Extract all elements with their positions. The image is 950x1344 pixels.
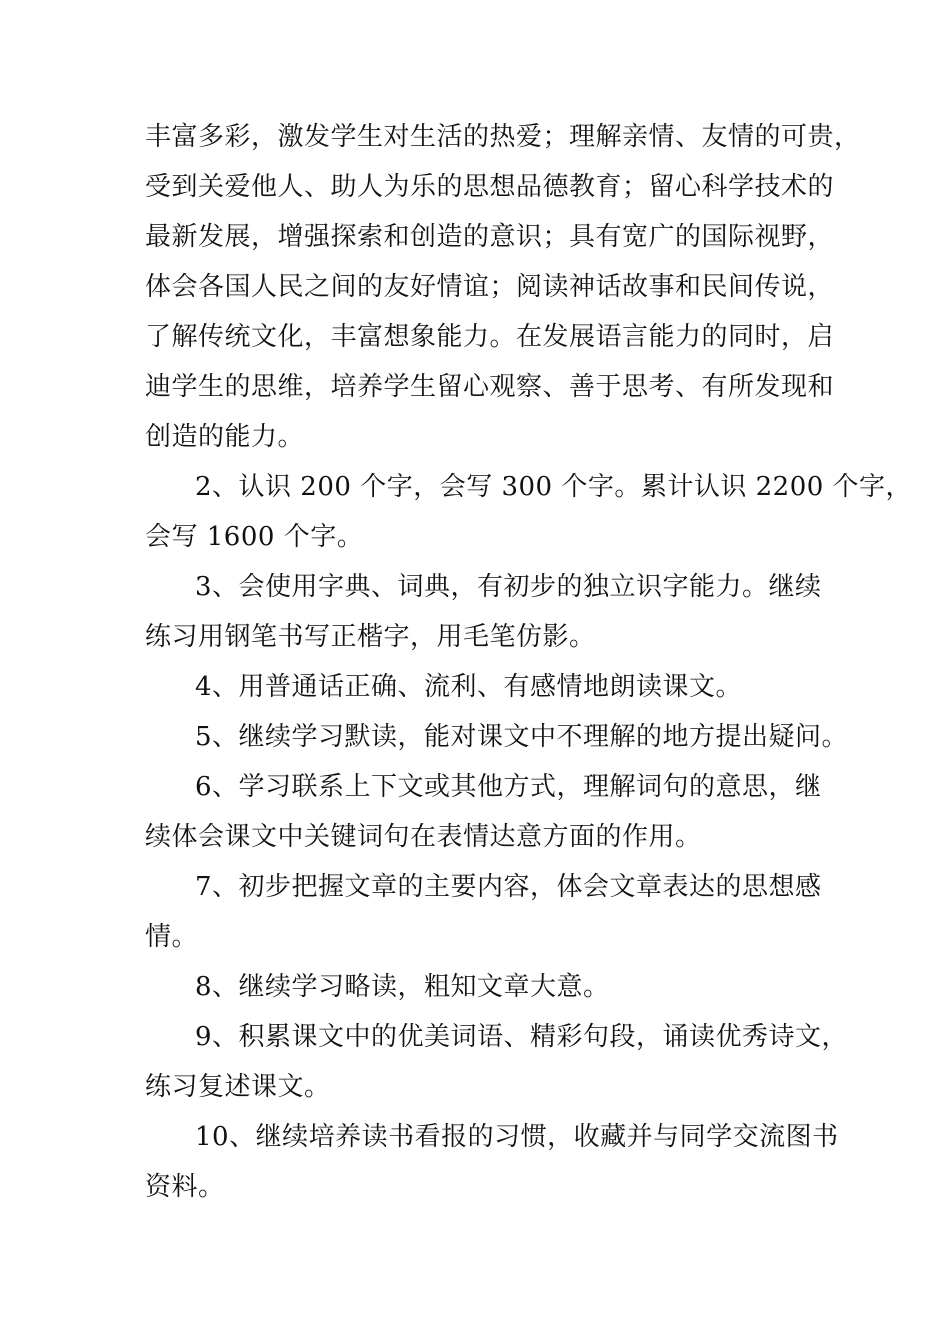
text-line: 会写 1600 个字。 bbox=[145, 522, 364, 552]
list-item-10 bbox=[145, 1112, 839, 1212]
text-line: 练习用钢笔书写正楷字，用毛笔仿影。 bbox=[145, 622, 596, 652]
text-line: 9、积累课文中的优美词语、精彩句段，诵读优秀诗文， bbox=[195, 1022, 849, 1052]
list-item-4 bbox=[145, 662, 823, 712]
text-line: 练习复述课文。 bbox=[145, 1072, 331, 1102]
text-line: 受到关爱他人、助人为乐的思想品德教育；留心科学技术的 bbox=[145, 172, 835, 202]
list-item-8 bbox=[145, 962, 823, 1012]
document-body bbox=[145, 112, 913, 1212]
list-item-3 bbox=[145, 562, 823, 662]
text-line: 创造的能力。 bbox=[145, 422, 305, 452]
text-line: 2、认识 200 个字，会写 300 个字。累计认识 2200 个字， bbox=[195, 472, 913, 502]
paragraph-goals-continued bbox=[145, 112, 861, 462]
list-item-6 bbox=[145, 762, 823, 862]
text-line: 7、初步把握文章的主要内容，体会文章表达的思想感 bbox=[195, 872, 822, 902]
text-line: 5、继续学习默读，能对课文中不理解的地方提出疑问。 bbox=[195, 722, 849, 752]
text-line: 最新发展，增强探索和创造的意识；具有宽广的国际视野， bbox=[145, 222, 835, 252]
text-line: 了解传统文化，丰富想象能力。在发展语言能力的同时，启 bbox=[145, 322, 835, 352]
text-line: 续体会课文中关键词句在表情达意方面的作用。 bbox=[145, 822, 702, 852]
text-line: 丰富多彩，激发学生对生活的热爱；理解亲情、友情的可贵， bbox=[145, 122, 861, 152]
list-item-2 bbox=[145, 462, 913, 562]
text-line: 情。 bbox=[145, 922, 199, 952]
text-line: 4、用普通话正确、流利、有感情地朗读课文。 bbox=[195, 672, 743, 702]
list-item-9 bbox=[145, 1012, 849, 1112]
text-line: 迪学生的思维，培养学生留心观察、善于思考、有所发现和 bbox=[145, 372, 835, 402]
list-item-7 bbox=[145, 862, 823, 962]
list-item-5 bbox=[145, 712, 849, 762]
text-line: 8、继续学习略读，粗知文章大意。 bbox=[195, 972, 610, 1002]
text-line: 资料。 bbox=[145, 1172, 225, 1202]
text-line: 6、学习联系上下文或其他方式，理解词句的意思，继 bbox=[195, 772, 822, 802]
text-line: 3、会使用字典、词典，有初步的独立识字能力。继续 bbox=[195, 572, 822, 602]
text-line: 体会各国人民之间的友好情谊；阅读神话故事和民间传说， bbox=[145, 272, 835, 302]
text-line: 10、继续培养读书看报的习惯，收藏并与同学交流图书 bbox=[195, 1122, 839, 1152]
